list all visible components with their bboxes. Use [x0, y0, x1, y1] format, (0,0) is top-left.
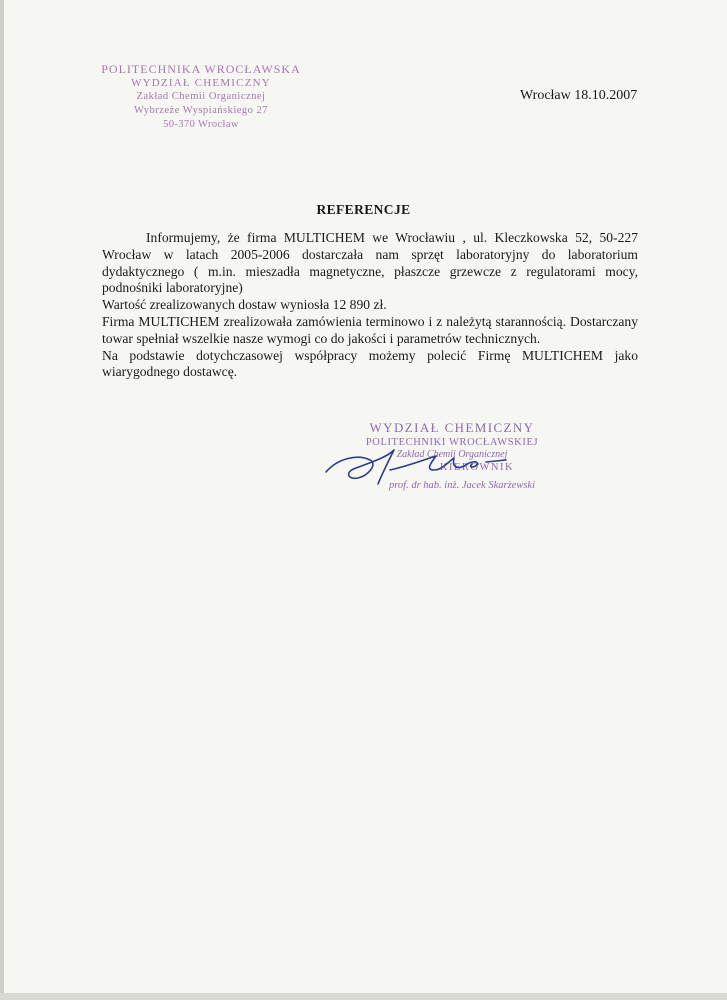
stamp-line-city: 50-370 Wrocław: [163, 119, 239, 130]
paragraph-quality: Firma MULTICHEM zrealizowała zamówienia terminowo i z należytą starannością. Dostarczany towar spełniał wszelkie nasze wymogi co do jakości i parametrów technicznych.: [102, 313, 638, 346]
signature-stamp-faculty: WYDZIAŁ CHEMICZNY: [369, 420, 535, 435]
document-date: Wrocław 18.10.2007: [520, 88, 638, 103]
signature-stroke: [326, 450, 506, 484]
letter-body: [102, 230, 638, 381]
signature-stamp-university: POLITECHNIKI WROCŁAWSKIEJ: [365, 437, 539, 448]
institution-stamp: [96, 62, 306, 132]
paragraph-supplier: Informujemy, że firma MULTICHEM we Wrocławiu , ul. Kleczkowska 52, 50-227 Wrocław w latach 2005-2006 dostarczała nam sprzęt laboratoryjny do laboratorium dydaktycznego ( m.in. mieszadła magnetyczne, płaszcze grzewcze z regulatorami mocy, podnośniki laboratoryjne): [102, 230, 638, 296]
scan-edge-left: [0, 0, 4, 1000]
stamp-line-faculty: WYDZIAŁ CHEMICZNY: [131, 77, 271, 89]
stamp-line-department: Zakład Chemii Organicznej: [136, 91, 266, 102]
signature-stamp-name: prof. dr hab. inż. Jacek Skarżewski: [388, 480, 535, 491]
stamp-line-university: POLITECHNIKA WROCŁAWSKA: [101, 62, 301, 76]
document-title: REFERENCJE: [316, 202, 411, 217]
paragraph-value: Wartość zrealizowanych dostaw wyniosła 12 890 zł.: [102, 297, 387, 313]
signature-stamp-role: KIEROWNIK: [439, 462, 515, 473]
scan-edge-bottom: [0, 993, 727, 1000]
stamp-line-street: Wybrzeże Wyspiańskiego 27: [133, 105, 269, 116]
signature-stamp-department: Zakład Chemii Organicznej: [396, 449, 508, 460]
paragraph-recommendation: Na podstawie dotychczasowej współpracy możemy polecić Firmę MULTICHEM jako wiarygodnego dostawcę.: [102, 347, 638, 380]
handwritten-signature: [318, 440, 548, 490]
